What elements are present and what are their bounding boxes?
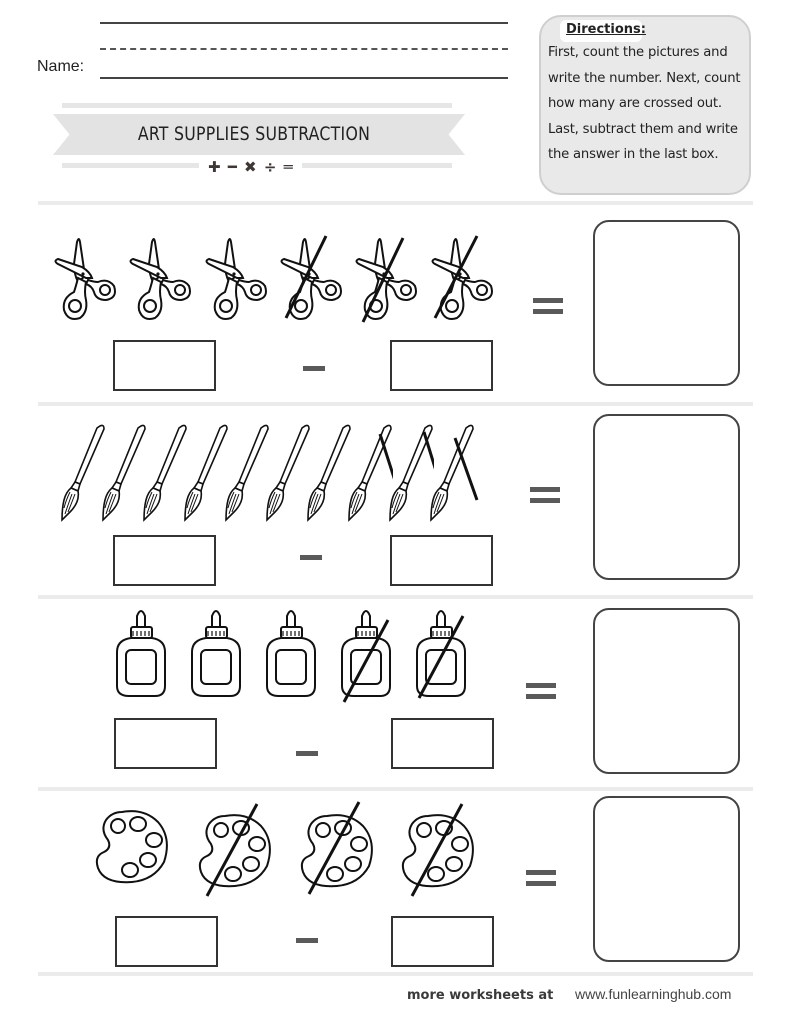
scissors-icon [203,234,269,324]
palette-icon-crossed [195,800,275,900]
palette-icon-crossed [297,800,377,900]
paintbrush-icon [183,422,229,522]
problem-row-glue-bottles [0,600,791,786]
palette-icon-crossed [398,800,478,900]
glue-bottle-icon [263,608,319,698]
paintbrush-icon [224,422,270,522]
minus-sign [300,555,322,560]
crossed-count-box[interactable] [391,718,494,769]
scissors-icon-crossed [353,234,419,324]
answer-box[interactable] [593,608,740,774]
crossed-count-box[interactable] [390,535,493,586]
directions-heading: Directions: [566,22,646,37]
banner-bar-top [62,103,452,108]
name-line-bottom[interactable] [100,77,508,79]
section-divider [38,201,753,205]
name-line-dashed [100,48,508,50]
name-line-top [100,22,508,24]
answer-box[interactable] [593,414,740,580]
total-count-box[interactable] [113,535,216,586]
paintbrush-icon-crossed [388,422,434,522]
equals-sign [526,683,556,705]
banner-bar-bottom-right [302,163,452,168]
minus-sign [296,938,318,943]
crossed-count-box[interactable] [391,916,494,967]
equals-sign [530,487,560,509]
paintbrush-icon [265,422,311,522]
name-label: Name: [37,58,85,75]
glue-bottle-icon [113,608,169,698]
equals-sign [533,298,563,320]
glue-bottle-icon-crossed [413,608,469,708]
problem-row-palettes [0,792,791,972]
crossed-count-box[interactable] [390,340,493,391]
footer-prefix: more worksheets at [407,988,554,1003]
directions-text: First, count the pictures and write the number. Next, count how many are crossed out. Last, subtract them and write the answer in the last box. [548,45,741,162]
problem-row-paintbrushes [0,406,791,594]
total-count-box[interactable] [115,916,218,967]
glue-bottle-icon-crossed [338,608,394,708]
footer-link[interactable]: www.funlearninghub.com [575,986,732,1002]
scissors-icon-crossed [278,234,344,324]
problem-row-scissors [0,210,791,400]
paintbrush-icon [306,422,352,522]
scissors-icon-crossed [429,234,495,324]
minus-sign [303,366,325,371]
section-divider [38,595,753,599]
paintbrush-icon-crossed [429,422,489,522]
paintbrush-icon-crossed [347,422,393,522]
banner-bar-bottom-left [62,163,199,168]
section-divider [38,787,753,791]
equals-sign [526,870,556,892]
answer-box[interactable] [593,220,740,386]
minus-sign [296,751,318,756]
paintbrush-icon [60,422,106,522]
glue-bottle-icon [188,608,244,698]
scissors-icon [52,234,118,324]
paintbrush-icon [142,422,188,522]
total-count-box[interactable] [114,718,217,769]
answer-box[interactable] [593,796,740,962]
palette-icon [92,804,172,894]
page-title: ART SUPPLIES SUBTRACTION [137,123,371,145]
paintbrush-icon [101,422,147,522]
scissors-icon [127,234,193,324]
math-operators-icon: ✚ ━ ✖ ÷ ═ [208,158,294,176]
total-count-box[interactable] [113,340,216,391]
section-divider [38,972,753,976]
